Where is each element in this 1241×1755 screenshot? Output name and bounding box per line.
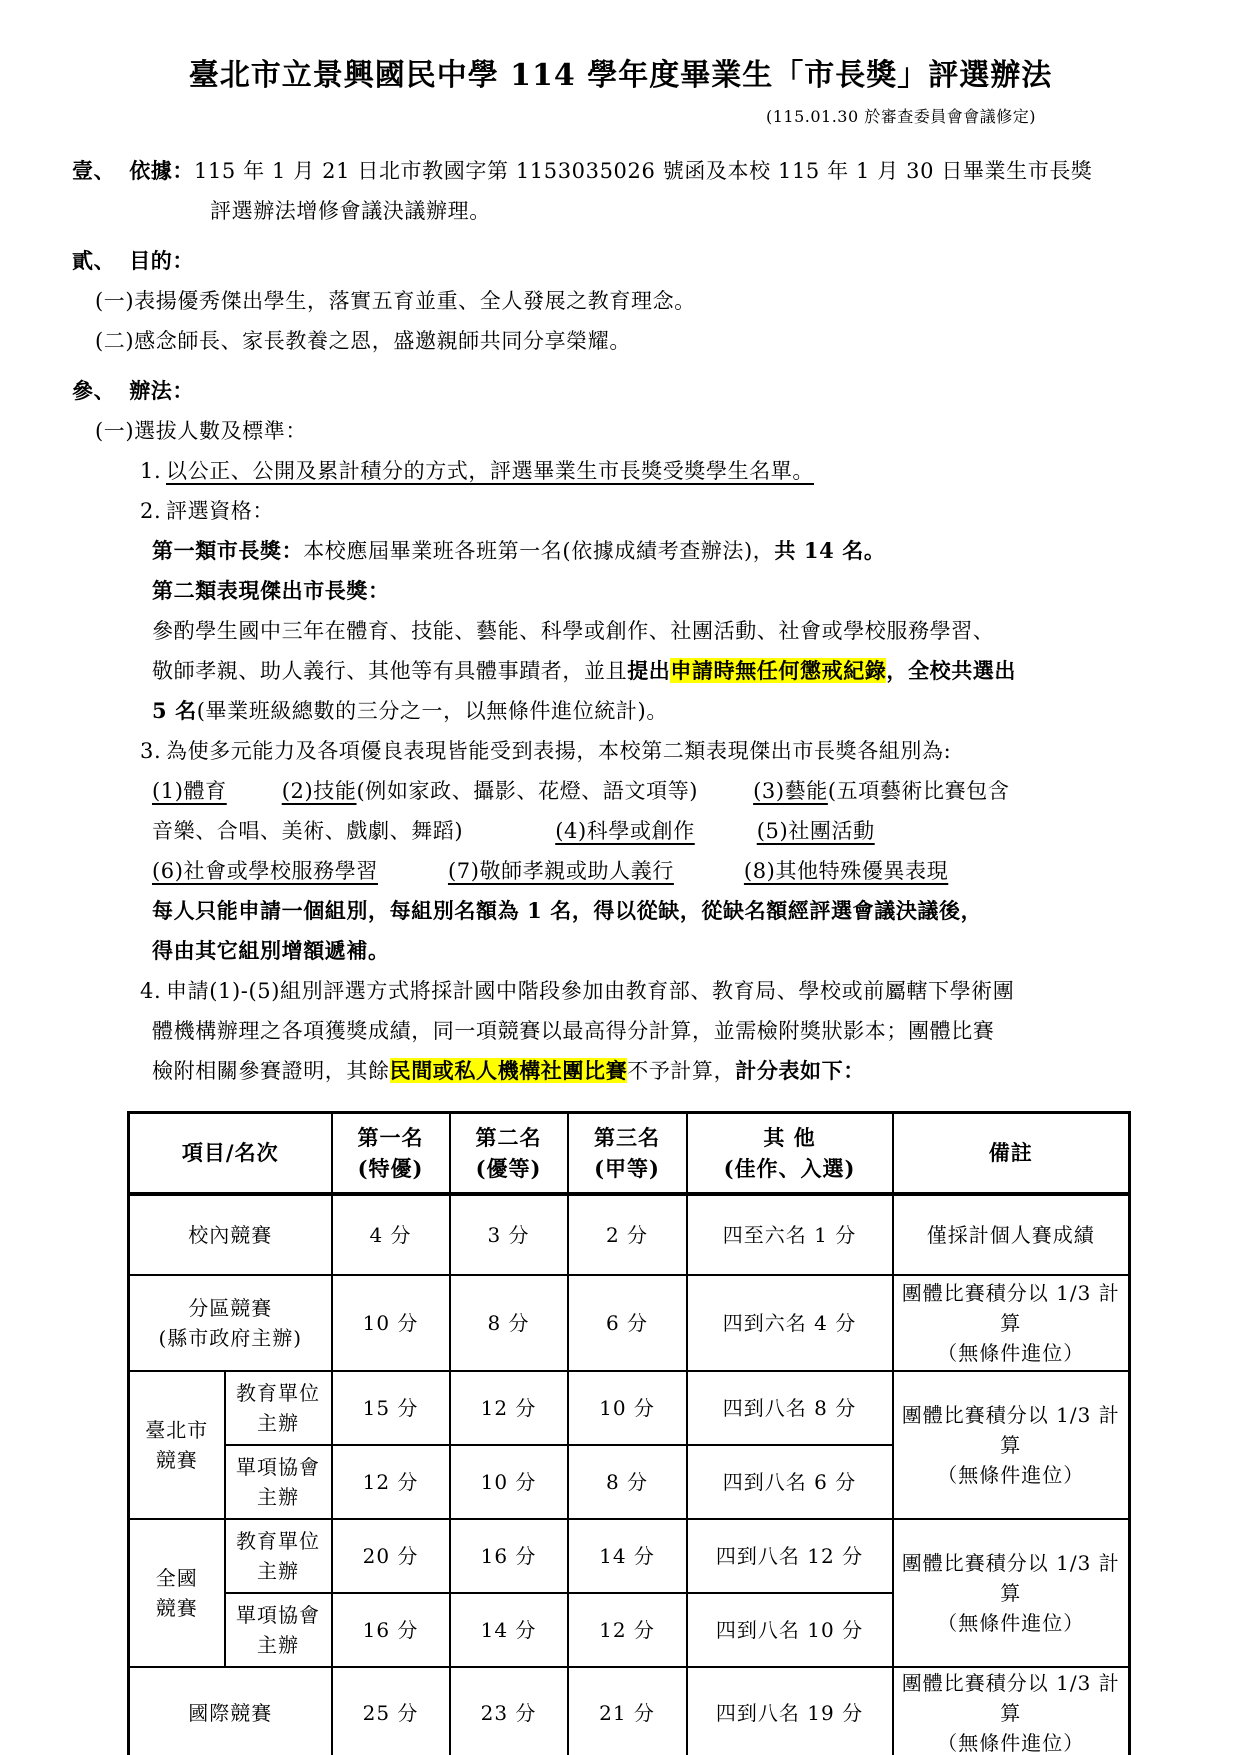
section-heading: 辦法： [129, 378, 195, 403]
table-cell: 12 分 [568, 1593, 687, 1667]
table-cell: 3 分 [450, 1194, 568, 1275]
table-cell-note [893, 1371, 1130, 1519]
header-line: 第三名 [594, 1124, 660, 1150]
body-text: 申請(1)-(5)組別評選方式將採計國中階段參加由教育部、教育局、學校或前屬轄下學術團 [166, 979, 1015, 1003]
table-cell: 4 分 [332, 1194, 450, 1275]
cell-line: 競賽 [155, 1448, 198, 1472]
table-cell-organizer [225, 1519, 332, 1593]
header-item: 項目/名次 [129, 1113, 332, 1195]
table-cell-organizer [225, 1445, 332, 1519]
table-cell: 20 分 [332, 1519, 450, 1593]
highlighted-text: 申請時無任何懲戒紀錄 [670, 658, 887, 683]
table-cell: 14 分 [450, 1593, 568, 1667]
cell-line: 教育單位 [236, 1529, 320, 1553]
table-row-school [129, 1194, 1130, 1275]
item-number: 1. [140, 459, 162, 483]
purpose-item-1: (一)表揚優秀傑出學生，落實五育並重、全人發展之教育理念。 [95, 289, 696, 313]
section-heading: 目的： [129, 248, 195, 273]
table-cell: 6 分 [568, 1275, 687, 1371]
group-1: (1)體育 [152, 779, 227, 803]
underlined-text: 以公正、公開及累計積分的方式，評選畢業生市長獎受獎學生名單。 [166, 459, 814, 483]
group-3-note: (五項藝術比賽包含 [827, 779, 1010, 803]
cell-line: 臺北市 [145, 1418, 209, 1442]
cell-line: （無條件進位） [937, 1341, 1085, 1365]
cell-line: 團體比賽積分以 1/3 計算 [901, 1671, 1120, 1725]
table-cell: 四到八名 12 分 [687, 1519, 893, 1593]
table-cell-note [893, 1275, 1130, 1371]
table-cell: 16 分 [450, 1519, 568, 1593]
item4-line3 [152, 1051, 1181, 1091]
group-6: (6)社會或學校服務學習 [152, 859, 378, 883]
group-list-line3 [152, 851, 1181, 891]
method-sub1-heading: (一)選拔人數及標準： [95, 419, 307, 443]
header-line: (佳作、入選) [723, 1156, 856, 1181]
body-text: 敬師孝親、助人義行、其他等有具體事蹟者，並且 [152, 659, 628, 683]
category1-count: 共 14 名。 [774, 538, 886, 563]
cell-line: 主辦 [257, 1633, 299, 1657]
bold-text: 計分表如下： [735, 1058, 865, 1083]
table-cell: 12 分 [332, 1445, 450, 1519]
table-cell-group-label [129, 1519, 225, 1667]
method-item-2 [140, 491, 1181, 531]
table-cell: 15 分 [332, 1371, 450, 1445]
cell-line: 團體比賽積分以 1/3 計算 [901, 1281, 1120, 1335]
table-cell-note: 僅採計個人賽成績 [893, 1194, 1130, 1275]
bold-text: 5 名 [152, 698, 197, 723]
section-method-heading [72, 371, 1181, 411]
table-cell: 四到六名 4 分 [687, 1275, 893, 1371]
group-list-line1 [152, 771, 1181, 811]
header-line: (特優) [357, 1156, 424, 1181]
cell-line: 單項協會 [236, 1455, 320, 1479]
category2-line1: 參酌學生國中三年在體育、技能、藝能、科學或創作、社團活動、社會或學校服務學習、 [152, 619, 995, 643]
quota-rule-line1: 每人只能申請一個組別，每組別名額為 1 名，得以從缺，從缺名額經評選會議決議後， [152, 898, 983, 923]
body-text: (畢業班級總數的三分之一，以無條件進位統計)。 [196, 699, 668, 723]
table-cell-item [129, 1275, 332, 1371]
group-7: (7)敬師孝親或助人義行 [447, 859, 674, 883]
group-3: (3)藝能 [753, 779, 828, 803]
group-list-line2 [152, 811, 1181, 851]
section-basis-line1 [72, 151, 1181, 191]
header-third [568, 1113, 687, 1195]
header-line: 第二名 [475, 1124, 542, 1150]
cell-line: (縣市政府主辦) [158, 1326, 303, 1350]
cell-line: 全國 [155, 1566, 198, 1590]
table-cell-group-label [129, 1371, 225, 1519]
cell-line: 主辦 [257, 1559, 299, 1583]
body-text: 本校應屆畢業班各班第一名(依據成績考查辦法)， [303, 539, 775, 563]
section-marker: 參、 [72, 378, 116, 403]
table-cell: 10 分 [450, 1445, 568, 1519]
group-2: (2)技能 [281, 779, 357, 803]
cell-line: 教育單位 [236, 1381, 320, 1405]
table-header-row [129, 1113, 1130, 1195]
header-line: 其 他 [763, 1124, 816, 1150]
table-cell-item: 國際競賽 [129, 1667, 332, 1755]
purpose-item-2: (二)感念師長、家長教養之恩，盛邀親師共同分享榮耀。 [95, 329, 631, 353]
header-line: 第一名 [357, 1124, 424, 1150]
item-number: 4. [140, 979, 162, 1003]
quota-rule-line2: 得由其它組別增額遞補。 [152, 938, 390, 963]
table-cell-note [893, 1667, 1130, 1755]
body-text: 不予計算， [627, 1059, 736, 1083]
cell-line: 主辦 [257, 1411, 299, 1435]
section-purpose-heading [72, 241, 1181, 281]
table-cell: 23 分 [450, 1667, 568, 1755]
table-cell: 10 分 [568, 1371, 687, 1445]
bold-text: 提出 [627, 658, 671, 683]
header-other [687, 1113, 893, 1195]
group-2-note: (例如家政、攝影、花燈、語文項等) [356, 779, 699, 803]
table-cell: 8 分 [450, 1275, 568, 1371]
table-row-national-edu [129, 1519, 1130, 1593]
cell-line: 團體比賽積分以 1/3 計算 [901, 1551, 1120, 1605]
table-cell-organizer [225, 1593, 332, 1667]
table-cell: 16 分 [332, 1593, 450, 1667]
cell-line: 分區競賽 [188, 1296, 273, 1320]
cell-line: （無條件進位） [937, 1463, 1085, 1487]
bold-text: ，全校共選出 [886, 658, 1017, 683]
cell-line: 競賽 [155, 1596, 198, 1620]
document-body [0, 151, 1241, 1755]
highlighted-text: 民間或私人機構社團比賽 [389, 1058, 628, 1083]
header-line: (優等) [475, 1156, 542, 1181]
score-table [127, 1111, 1131, 1755]
table-row-district [129, 1275, 1130, 1371]
method-item-4 [140, 971, 1181, 1011]
table-cell: 12 分 [450, 1371, 568, 1445]
item-number: 3. [140, 739, 162, 763]
table-cell: 10 分 [332, 1275, 450, 1371]
category2-line2 [152, 651, 1181, 691]
table-cell: 四到八名 8 分 [687, 1371, 893, 1445]
header-remark: 備註 [893, 1113, 1130, 1195]
table-cell: 25 分 [332, 1667, 450, 1755]
table-cell-note [893, 1519, 1130, 1667]
method-item-3 [140, 731, 1181, 771]
section-marker: 壹、 [72, 158, 116, 183]
table-row-taipei-edu [129, 1371, 1130, 1445]
item-number: 2. [140, 499, 162, 523]
body-text: 為使多元能力及各項優良表現皆能受到表揚，本校第二類表現傑出市長獎各組別為: [166, 739, 952, 763]
table-cell-item: 校內競賽 [129, 1194, 332, 1275]
table-cell: 四到八名 19 分 [687, 1667, 893, 1755]
table-cell: 四至六名 1 分 [687, 1194, 893, 1275]
group-3-note-cont: 音樂、合唱、美術、戲劇、舞蹈) [152, 819, 464, 843]
body-text: 評選資格： [166, 499, 274, 523]
table-cell-organizer [225, 1371, 332, 1445]
table-cell: 2 分 [568, 1194, 687, 1275]
cell-line: 團體比賽積分以 1/3 計算 [901, 1403, 1120, 1457]
table-row-international [129, 1667, 1130, 1755]
table-cell: 21 分 [568, 1667, 687, 1755]
category1-line [152, 531, 1181, 571]
table-cell: 四到八名 6 分 [687, 1445, 893, 1519]
header-line: (甲等) [594, 1156, 660, 1181]
cell-line: 單項協會 [236, 1603, 320, 1627]
table-cell: 8 分 [568, 1445, 687, 1519]
method-item-1 [140, 451, 1181, 491]
section-basis-line2: 評選辦法增修會議決議辦理。 [210, 199, 491, 223]
body-text: 115 年 1 月 21 日北市教國字第 1153035026 號函及本校 115 年 1 月 30 日畢業生市長獎 [194, 159, 1093, 183]
header-second [450, 1113, 568, 1195]
cell-line: （無條件進位） [937, 1731, 1085, 1755]
table-cell: 14 分 [568, 1519, 687, 1593]
section-heading: 依據： [129, 158, 195, 183]
cell-line: 主辦 [257, 1485, 299, 1509]
page-title: 臺北市立景興國民中學 114 學年度畢業生「市長獎」評選辦法 [188, 58, 1053, 93]
category2-heading: 第二類表現傑出市長獎： [152, 578, 390, 603]
section-marker: 貳、 [72, 248, 116, 273]
category1-heading: 第一類市長獎： [152, 538, 304, 563]
group-4: (4)科學或創作 [555, 819, 695, 843]
item4-line2: 體機構辦理之各項獲獎成績，同一項競賽以最高得分計算，並需檢附獎狀影本；團體比賽 [152, 1019, 995, 1043]
header-first [332, 1113, 450, 1195]
table-cell: 四到八名 10 分 [687, 1593, 893, 1667]
cell-line: （無條件進位） [937, 1611, 1085, 1635]
category2-line3 [152, 691, 1181, 731]
body-text: 檢附相關參賽證明，其餘 [152, 1059, 390, 1083]
revision-note: (115.01.30 於審查委員會會議修定) [765, 107, 1036, 126]
group-5: (5)社團活動 [756, 819, 875, 843]
group-8: (8)其他特殊優異表現 [743, 859, 949, 883]
